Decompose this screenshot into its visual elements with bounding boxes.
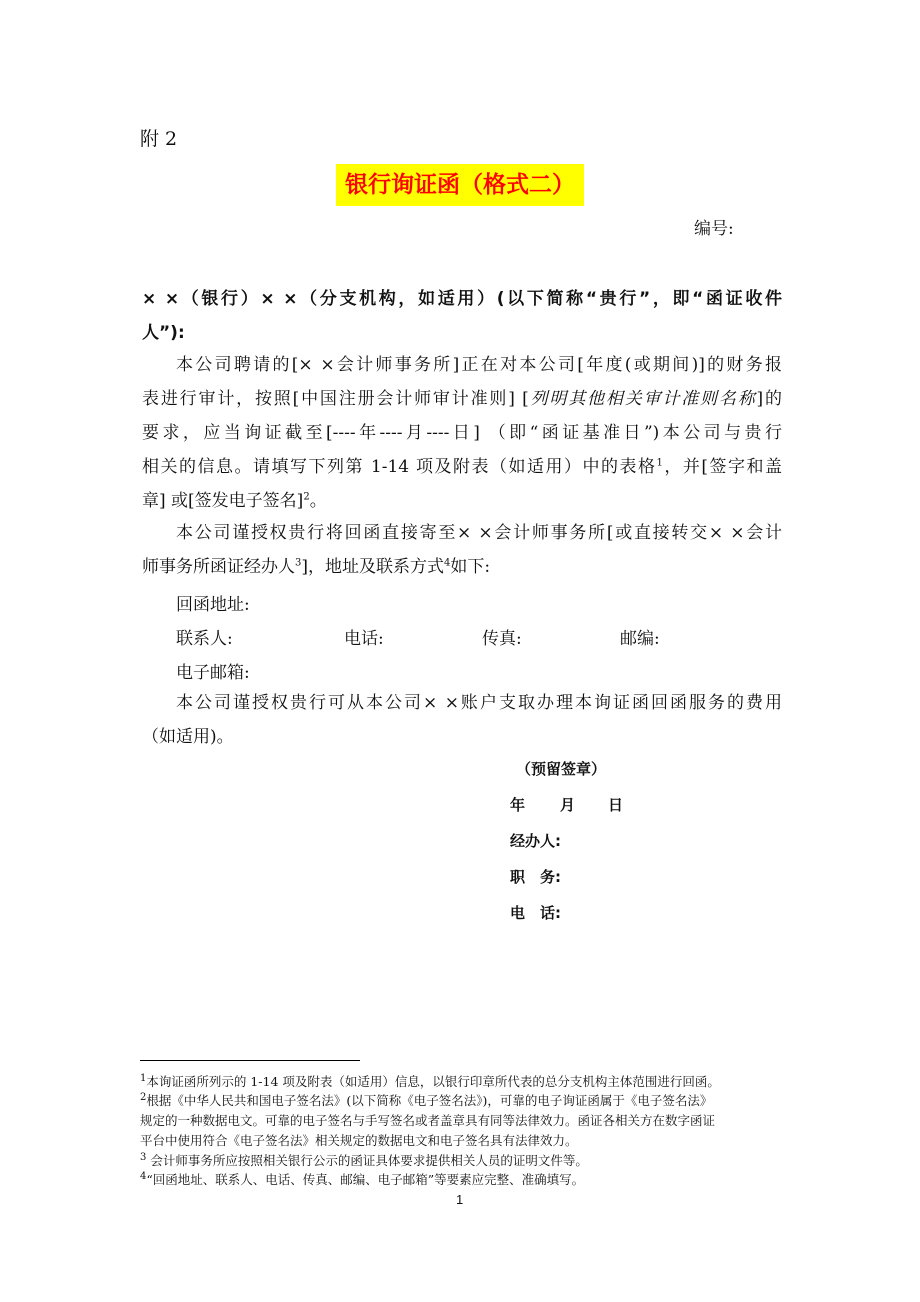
para2-line-2-mid: ]，地址及联系方式 bbox=[301, 557, 445, 577]
para2-line-2 bbox=[142, 550, 782, 584]
para1-line-4-text: 相关的信息。请填写下列第 1-14 项及附表（如适用）中的表格 bbox=[142, 457, 657, 477]
document-title: 银行询证函（格式二） bbox=[336, 164, 584, 206]
footnote-2-line-1 bbox=[140, 1091, 712, 1110]
contact-person-label: 联系人: bbox=[176, 629, 233, 649]
position-label: 职 务: bbox=[510, 868, 561, 886]
footnote-3-number: 3 bbox=[140, 1151, 147, 1163]
paragraph-audit-request bbox=[142, 348, 782, 518]
para1-line-2-text: 表进行审计，按照[中国注册会计师审计准则] [ bbox=[142, 389, 529, 409]
footnote-ref-3: 3 bbox=[295, 557, 302, 569]
footnote-1 bbox=[140, 1072, 720, 1091]
paragraph-authorization-reply bbox=[142, 516, 782, 584]
para2-line-1: 本公司谨授权贵行将回函直接寄至× ×会计师事务所[或直接转交× ×会计 bbox=[176, 523, 782, 543]
footnote-ref-4: 4 bbox=[444, 557, 451, 569]
fax-label: 传真: bbox=[482, 629, 522, 649]
para1-line-5-text: 章] 或[签发电子签名] bbox=[142, 491, 304, 511]
para1-line-2 bbox=[142, 382, 782, 416]
attachment-label: 附 2 bbox=[140, 128, 178, 150]
para1-line-4-end: ，并[签字和盖 bbox=[662, 457, 783, 477]
footnote-ref-1: 1 bbox=[656, 457, 663, 469]
serial-number-label: 编号: bbox=[694, 219, 734, 239]
footnote-1-number: 1 bbox=[140, 1072, 147, 1084]
reserved-seal-label: （预留签章） bbox=[516, 760, 607, 778]
para1-line-3: 要求，应当询证截至[----年----月----日] （即“函证基准日”)本公司与贵行 bbox=[142, 423, 782, 443]
footnote-divider bbox=[140, 1060, 360, 1061]
email-label: 电子邮箱: bbox=[176, 663, 250, 683]
salutation-line-2: 人”): bbox=[142, 323, 185, 343]
reply-address-label: 回函地址: bbox=[176, 595, 250, 615]
footnote-2-line-2: 规定的一种数据电文。可靠的电子签名与手写签名或者盖章具有同等法律效力。函证各相关方在数字函证 bbox=[140, 1113, 716, 1128]
footnote-3 bbox=[140, 1151, 588, 1170]
footnote-4-text: “回函地址、联系人、电话、传真、邮编、电子邮箱”等要素应完整、准确填写。 bbox=[146, 1172, 585, 1187]
telephone-label: 电 话: bbox=[510, 904, 561, 922]
salutation bbox=[142, 282, 782, 350]
para1-line-4 bbox=[142, 450, 782, 484]
footnote-1-text: 本询证函所列示的 1-14 项及附表（如适用）信息，以银行印章所代表的总分支机构主体范围进行回函。 bbox=[146, 1074, 720, 1089]
para2-line-2-text: 师事务所函证经办人 bbox=[142, 557, 295, 577]
footnote-2-text-1: 根据《中华人民共和国电子签名法》(以下简称《电子签名法》)，可靠的电子询证函属于《电子签名法》 bbox=[146, 1093, 713, 1108]
footnote-2-line-3: 平台中使用符合《电子签名法》相关规定的数据电文和电子签名具有法律效力。 bbox=[140, 1133, 578, 1148]
para1-line-2-end: ]的 bbox=[756, 389, 782, 409]
salutation-line-1: × ×（银行）× ×（分支机构，如适用）(以下简称“贵行”，即“函证收件 bbox=[142, 289, 782, 309]
paragraph-fee-authorization bbox=[142, 686, 782, 754]
date-month-label: 月 bbox=[560, 796, 576, 814]
footnote-4 bbox=[140, 1170, 584, 1189]
footnote-3-text: 会计师事务所应按照相关银行公示的函证具体要求提供相关人员的证明文件等。 bbox=[146, 1153, 588, 1168]
para2-line-2-end: 如下: bbox=[450, 557, 491, 577]
footnote-4-number: 4 bbox=[140, 1170, 147, 1182]
para3-line-1: 本公司谨授权贵行可从本公司× ×账户支取办理本询证函回函服务的费用 bbox=[176, 693, 782, 713]
para1-italic-standard-name: 列明其他相关审计准则名称 bbox=[528, 389, 757, 409]
para1-line-5 bbox=[142, 484, 782, 518]
date-day-label: 日 bbox=[608, 796, 624, 814]
para3-line-2: （如适用)。 bbox=[142, 727, 234, 747]
phone-label: 电话: bbox=[344, 629, 384, 649]
para1-line-1: 本公司聘请的[× ×会计师事务所]正在对本公司[年度(或期间)]的财务报 bbox=[176, 355, 782, 375]
para1-line-5-end: 。 bbox=[309, 491, 327, 511]
footnote-2-number: 2 bbox=[140, 1091, 147, 1103]
page-number: 1 bbox=[456, 1192, 464, 1207]
date-year-label: 年 bbox=[510, 796, 526, 814]
handler-label: 经办人: bbox=[510, 832, 561, 850]
footnote-ref-2: 2 bbox=[303, 491, 310, 503]
zip-code-label: 邮编: bbox=[620, 629, 660, 649]
